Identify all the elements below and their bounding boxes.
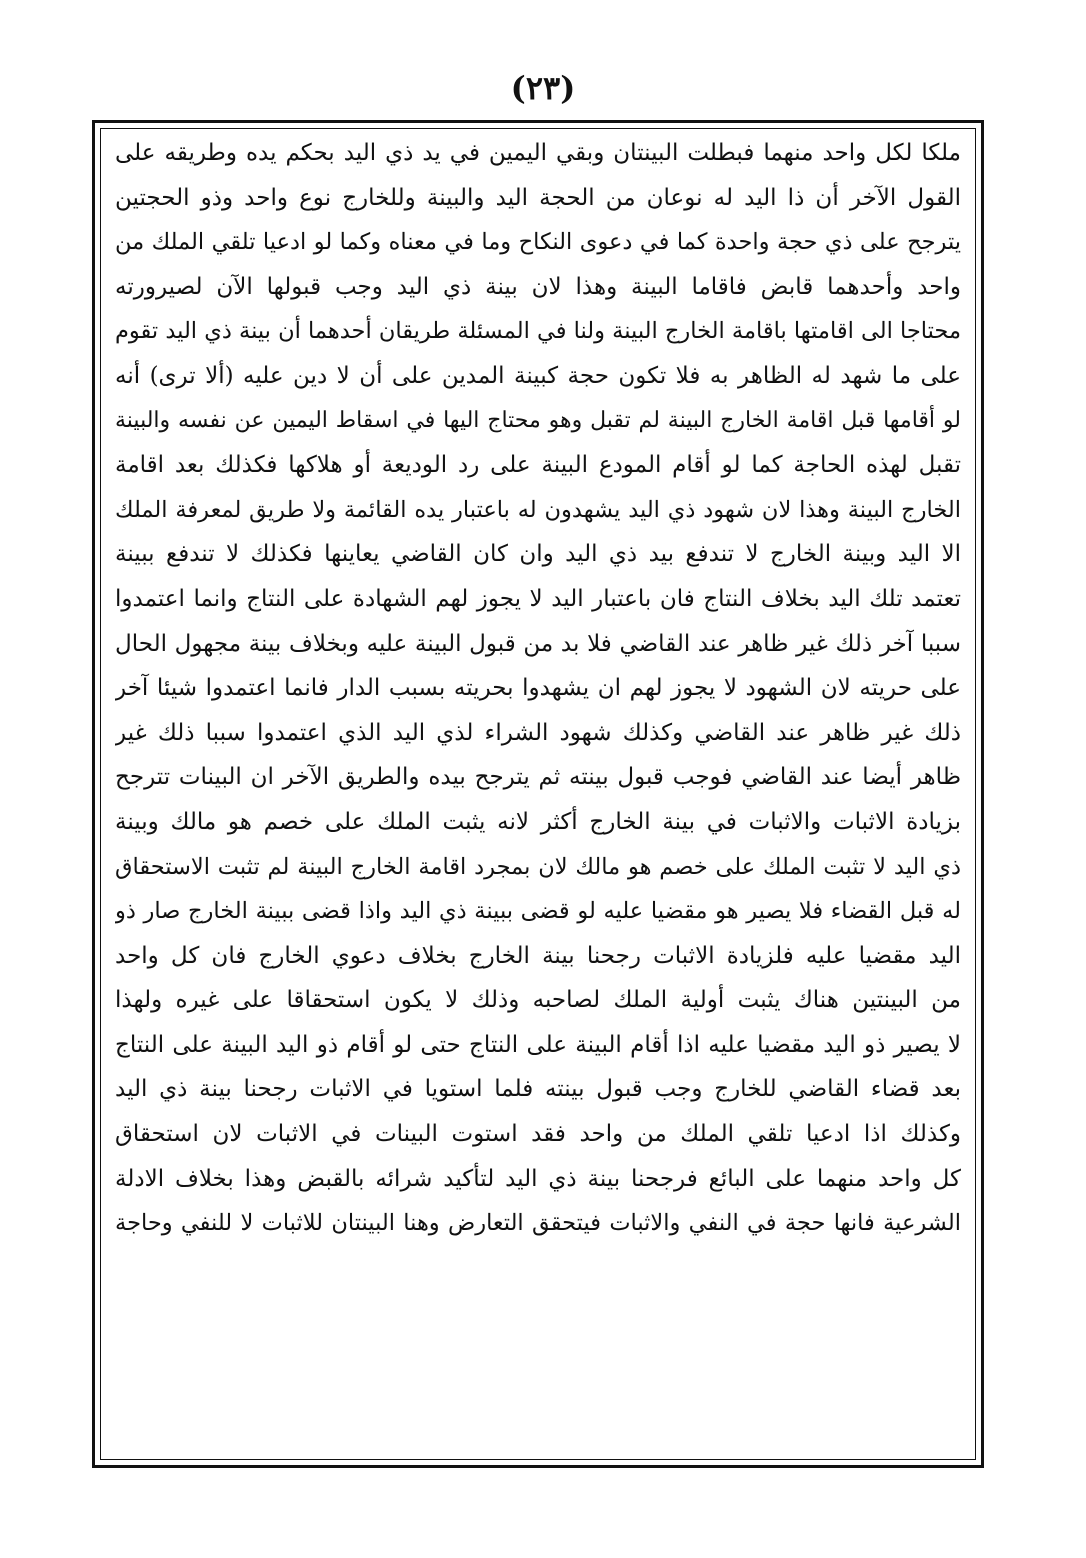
body-text — [115, 131, 961, 1246]
text-line: لو أقامها قبل اقامة الخارج البينة لم تقبل وهو محتاج اليها في اسقاط اليمين عن نفسه والبينة — [115, 407, 961, 433]
text-line: ظاهر أيضا عند القاضي فوجب قبول بينته ثم يترجح بيده والطريق الآخر ان البينات تترجح — [115, 764, 961, 791]
text-line: واحد وأحدهما قابض فاقاما البينة وهذا لان بينة ذي اليد وجب قبولها الآن لصيرورته — [115, 273, 961, 300]
text-line: ذي اليد لا تثبت الملك على خصم هو مالك لان بمجرد اقامة الخارج البينة لم تثبت الاستحقاق — [115, 853, 961, 880]
text-line: ذلك غير ظاهر عند القاضي وكذلك شهود الشراء لذي اليد الذي اعتمدوا سببا ذلك غير — [115, 719, 961, 746]
text-line: اليد مقضيا عليه فلزيادة الاثبات رجحنا بينة الخارج بخلاف دعوي الخارج فان كل واحد — [115, 942, 961, 969]
text-line: تقبل لهذه الحاجة كما لو أقام المودع البينة على رد الوديعة أو هلاكها فكذلك بعد اقامة — [115, 452, 961, 479]
text-line: كل واحد منهما على البائع فرجحنا بينة ذي اليد لتأكيد شرائه بالقبض وهذا بخلاف الادلة — [115, 1165, 961, 1192]
text-line: بعد قضاء القاضي للخارج وجب قبول بينته فلما استويا في الاثبات رجحنا بينة ذي اليد — [115, 1076, 961, 1103]
text-line: بزيادة الاثبات والاثبات في بينة الخارج أكثر لانه يثبت الملك على خصم هو مالك وبينة — [115, 808, 961, 835]
page-number: (٢٣) — [510, 69, 576, 107]
text-line: لا يصير ذو اليد مقضيا عليه اذا أقام البينة على النتاج حتى لو أقام ذو اليد البينة على النتاج — [115, 1031, 961, 1058]
text-line: تعتمد تلك اليد بخلاف النتاج فان باعتبار اليد لا يجوز لهم الشهادة على النتاج وانما اعتمدوا — [115, 585, 961, 612]
text-line: يترجح على ذي حجة واحدة كما في دعوى النكاح وما في معناه وكما لو ادعيا تلقي الملك من — [115, 229, 961, 256]
text-line: الخارج البينة وهذا لان شهود ذي اليد يشهدون له باعتبار يده القائمة ولا طريق لمعرفة الملك — [115, 496, 961, 523]
text-line: من البينتين هناك يثبت أولية الملك لصاحبه وذلك لا يكون استحقاقا على غيره ولهذا — [115, 987, 961, 1014]
text-line: له قبل القضاء فلا يصير هو مقضيا عليه لو قضى ببينة ذي اليد واذا قضى ببينة الخارج صار ذو — [115, 898, 961, 925]
text-line: الشرعية فانها حجة في النفي والاثبات فيتحقق التعارض وهنا البينتان للاثبات لا للنفي وحاجة — [115, 1210, 961, 1237]
text-line: ملكا لكل واحد منهما فبطلت البينتان وبقي اليمين في يد ذي اليد بحكم يده وطريقه على — [115, 140, 961, 166]
page-border — [92, 120, 984, 1468]
text-line: سببا آخر ذلك غير ظاهر عند القاضي فلا بد من قبول البينة عليه وبخلاف بينة مجهول الحال — [115, 630, 961, 657]
text-line: وكذلك اذا ادعيا تلقي الملك من واحد فقد استوت البينات في الاثبات لان استحقاق — [115, 1121, 961, 1148]
text-line: الا اليد وبينة الخارج لا تندفع بيد ذي اليد وان كان القاضي يعاينها فكذلك لا تندفع ببينة — [115, 541, 961, 568]
text-line: القول الآخر أن ذا اليد له نوعان من الحجة اليد والبينة وللخارج نوع واحد وذو الحجتين — [115, 184, 961, 211]
text-line: على حريته لان الشهود لا يجوز لهم ان يشهدوا بحريته بسبب الدار فانما اعتمدوا شيئا آخر — [115, 675, 961, 702]
text-line: محتاجا الى اقامتها باقامة الخارج البينة ولنا في المسئلة طريقان أحدهما أن بينة ذي اليد تقوم — [115, 318, 961, 345]
text-line: على ما شهد له الظاهر به فلا تكون حجة كبينة المدين على أن لا دين عليه (ألا ترى) أنه — [115, 362, 961, 389]
